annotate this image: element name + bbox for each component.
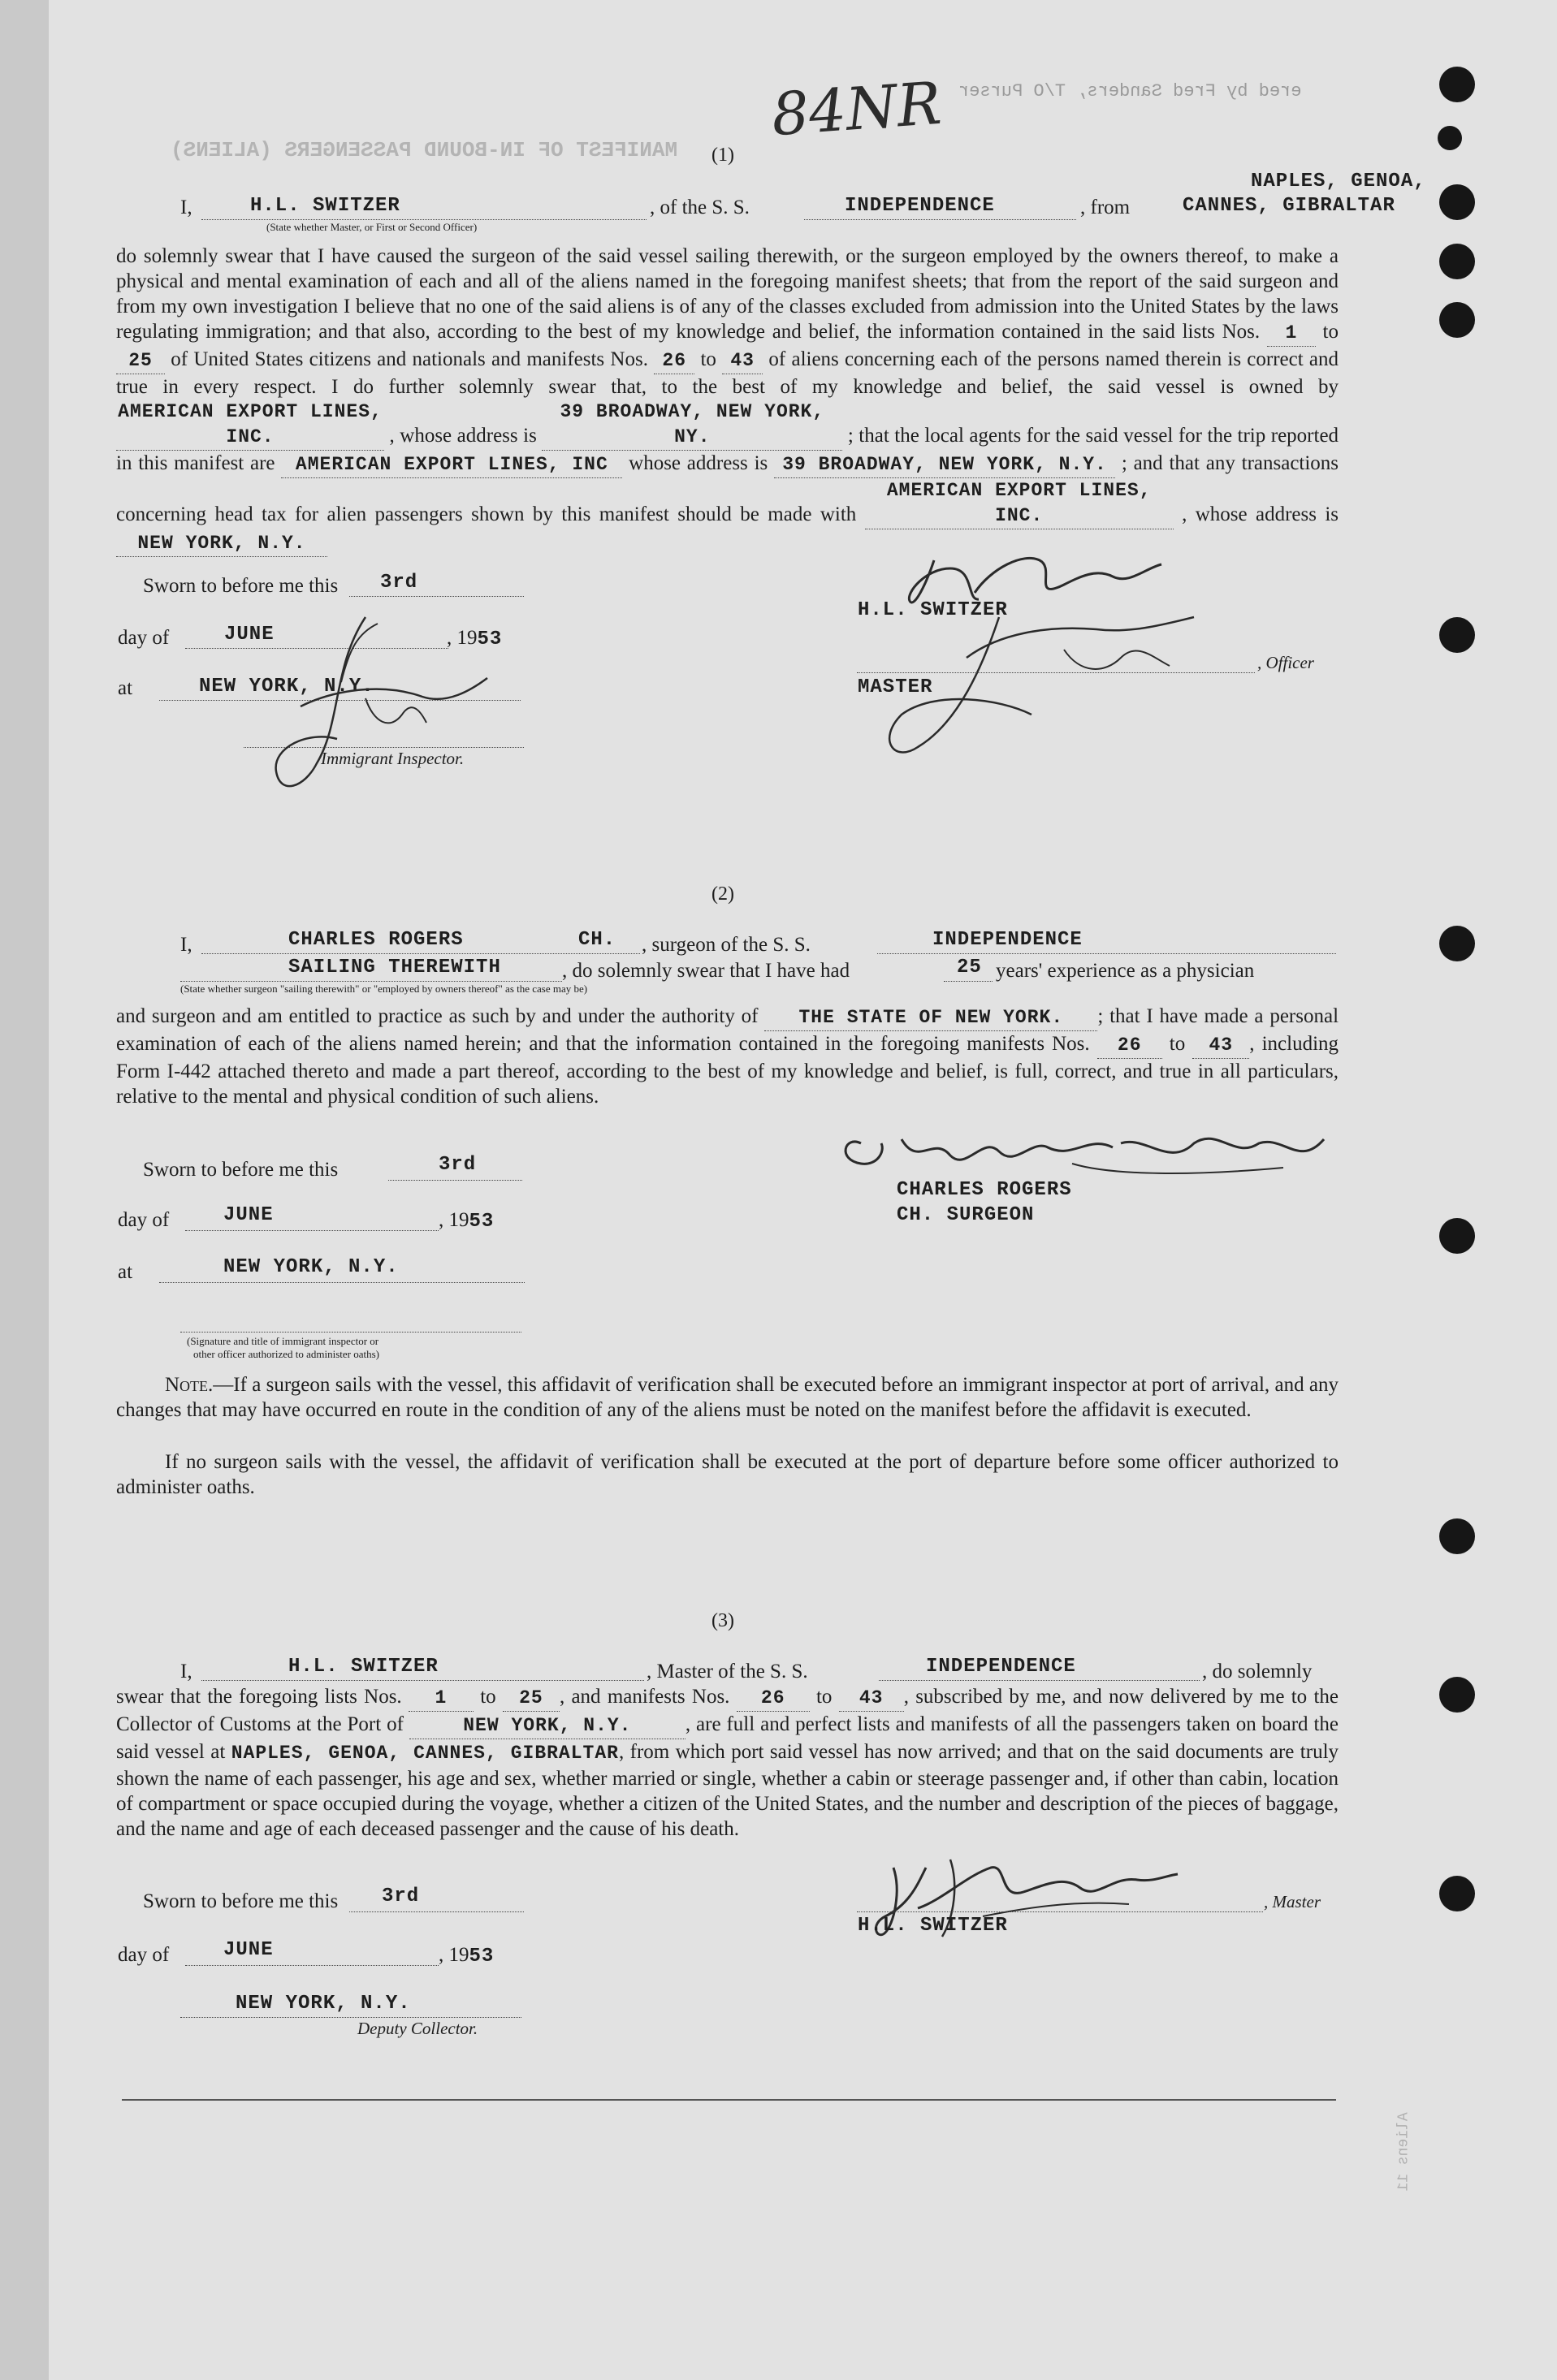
section-3-sworn-month-line <box>185 1965 439 1966</box>
scan-edge <box>0 0 49 2380</box>
lists-to: 25 <box>116 348 165 374</box>
binder-hole <box>1439 1518 1475 1554</box>
section-2-vessel-line <box>877 953 1336 954</box>
section-3-master-of-label: , Master of the S. S. <box>647 1661 808 1682</box>
section-2-day-of-label: day of <box>118 1209 170 1231</box>
section-3-sworn-label: Sworn to before me this <box>143 1890 339 1912</box>
section-1-day-of-label: day of <box>118 627 170 649</box>
owner-address: 39 BROADWAY, NEW YORK, NY. <box>542 400 842 451</box>
bottom-rule <box>122 2099 1336 2101</box>
section-1-i-label: I, <box>180 197 192 218</box>
section-3-ports: NAPLES, GENOA, CANNES, GIBRALTAR <box>231 1743 619 1764</box>
section-2-inspector-caption-2: other officer authorized to administer oaths) <box>193 1348 379 1360</box>
bleed-through-header-left: MANIFEST OF IN-BOUND PASSENGERS (ALIENS) <box>171 138 678 162</box>
section-1-caption: (State whether Master, or First or Second Officer) <box>266 221 478 233</box>
headtax-address: NEW YORK, N.Y. <box>116 531 327 557</box>
section-2-signer-name: CHARLES ROGERS <box>897 1179 1072 1201</box>
section-2-year: , 1953 <box>439 1209 495 1233</box>
section-2-surgeon-prefix: CH. <box>578 929 616 951</box>
section-2-number: (2) <box>711 883 734 905</box>
section-3-paragraph: swear that the foregoing lists Nos. 1 to 25 , and manifests Nos. 26 to 43 , subscribed by me, and now delivered by me to the Collector of Customs at the Port of NEW YORK, N.Y. , are full and perfect lists and manifests of all the passengers taken on board the said vessel at NAPLES, GENOA, CANNES, GIBRALTAR, from which port said vessel has now arrived; and that on the said documents are truly shown the name of each passenger, his age and sex, whether married or single, whether a cabin or steerage passenger and, if other than cabin, location of compartment or space occupied during the voyage, whether a citizen of the United States, and the number and description of the pieces of baggage, and the name and age of each deceased passenger and the cause of his death. <box>116 1686 1339 1840</box>
section-3-swear-label: , do solemnly <box>1202 1661 1313 1682</box>
section-2-sworn-month: JUNE <box>223 1204 274 1226</box>
section-3-sworn-day-line <box>349 1911 524 1912</box>
deputy-collector-caption: Deputy Collector. <box>357 2019 478 2038</box>
section-2-sworn-day-line <box>388 1180 522 1181</box>
section-1-ports-line1: NAPLES, GENOA, <box>1251 171 1426 192</box>
inspector-caption: Immigrant Inspector. <box>321 749 465 768</box>
master-signature-line <box>857 1911 1263 1912</box>
section-2-manifests-to: 43 <box>1192 1033 1249 1059</box>
section-2-years: 25 <box>957 957 982 978</box>
section-3-year: , 1953 <box>439 1944 495 1967</box>
section-1-at-label: at <box>118 677 133 699</box>
agents-address: 39 BROADWAY, NEW YORK, N.Y. <box>774 452 1115 478</box>
binder-hole <box>1439 1876 1475 1911</box>
section-2-vessel: INDEPENDENCE <box>932 929 1083 951</box>
inspector-signature <box>260 601 504 812</box>
section-1-ports-line2: CANNES, GIBRALTAR <box>1183 195 1395 217</box>
section-1-master-name: H.L. SWITZER <box>250 195 400 217</box>
section-3-manifests-from: 26 <box>737 1686 810 1712</box>
section-2-sworn-month-line <box>185 1230 439 1231</box>
section-2-at-label: at <box>118 1261 133 1283</box>
sailing-status-line <box>180 981 562 982</box>
note-paragraph-2: If no surgeon sails with the vessel, the affidavit of verification shall be executed at the port of departure before some officer authorized to administer oaths. <box>116 1451 1339 1498</box>
section-1-number: (1) <box>711 145 734 166</box>
lists-from: 1 <box>1267 321 1316 347</box>
headtax-agent: AMERICAN EXPORT LINES, INC. <box>865 478 1174 529</box>
surgeon-name-line <box>201 953 640 954</box>
section-1-signer-name: H.L. SWITZER <box>858 599 1008 621</box>
section-3-sworn-month: JUNE <box>223 1939 274 1961</box>
section-3-number: (3) <box>711 1610 734 1631</box>
section-3-manifests-to: 43 <box>839 1686 904 1712</box>
binder-hole <box>1439 1677 1475 1713</box>
bleed-through-header-right: ered by Fred Sanders, T/O Purser <box>958 81 1302 102</box>
section-1-vessel-line <box>804 219 1076 220</box>
section-2-inspector-line <box>180 1332 521 1333</box>
section-3-port: NEW YORK, N.Y. <box>409 1713 686 1739</box>
section-1-sworn-day: 3rd <box>380 572 418 594</box>
binder-hole <box>1439 184 1475 220</box>
section-1-signer-title: MASTER <box>858 676 933 698</box>
local-agents: AMERICAN EXPORT LINES, INC <box>281 452 622 478</box>
section-2-sworn-place-line <box>159 1282 525 1283</box>
binder-hole <box>1439 244 1475 279</box>
sworn-day-line <box>349 596 524 597</box>
handwritten-manifest-number: 84NR <box>769 68 944 149</box>
section-1-paragraph: do solemnly swear that I have caused the surgeon of the said vessel sailing therewith, or the surgeon employed by the owners thereof, to make a physical and mental examination of each and all of the aliens named in the foregoing manifest sheets; that from the report of the said surgeon and from my own investigation I believe that no one of the said aliens is of any of the classes excluded from admission into the United States by the laws regulating immigration; and that also, according to the best of my knowledge and belief, the information contained in the said lists Nos. 1 to 25 of United States citizens and nationals and manifests Nos. 26 to 43 of aliens concerning each of the persons named therein is correct and true in every respect. I do further solemnly swear that, to the best of my knowledge and belief, the said vessel is owned by AMERICAN EXPORT LINES, INC. , whose address is 39 BROADWAY, NEW YORK, NY. ; that the local agents for the said vessel for the trip reported in this manifest are AMERICAN EXPORT LINES, INC whose address is 39 BROADWAY, NEW YORK, N.Y. ; and that any transactions concerning head tax for alien passengers shown by this manifest should be made with AMERICAN EXPORT LINES, INC. , whose address is NEW YORK, N.Y. <box>116 244 1339 557</box>
section-2-inspector-caption-1: (Signature and title of immigrant inspector or <box>187 1335 379 1347</box>
section-1-sworn-place: NEW YORK, N.Y. <box>199 676 374 698</box>
officer-signature-line <box>857 672 1255 673</box>
manifests-from: 26 <box>654 348 694 374</box>
section-2-i-label: I, <box>180 934 192 956</box>
section-2-paragraph: and surgeon and am entitled to practice as such by and under the authority of THE STATE OF NEW YORK. ; that I have made a personal examination of each of the aliens named herein; and that the information contained in the foregoing manifests Nos. 26 to 43 , including Form I-442 attached thereto and made a part thereof, according to the best of my knowledge and belief, is full, correct, and true in all particulars, relative to the mental and physical condition of such aliens. <box>116 1005 1339 1108</box>
section-3-sworn-place: NEW YORK, N.Y. <box>236 1993 411 2015</box>
section-2-surgeon-of-label: , surgeon of the S. S. <box>642 934 811 956</box>
binder-hole <box>1439 1218 1475 1254</box>
binder-hole <box>1439 67 1475 102</box>
section-3-lists-from: 1 <box>409 1686 474 1712</box>
section-3-day-of-label: day of <box>118 1944 170 1966</box>
section-3-sworn-place-line <box>180 2017 521 2018</box>
binder-hole <box>1438 126 1462 150</box>
master-label: , Master <box>1264 1892 1321 1911</box>
section-3-master-name: H.L. SWITZER <box>288 1656 439 1678</box>
section-2-sworn-label: Sworn to before me this <box>143 1159 339 1181</box>
section-2-experience-label: years' experience as a physician <box>996 960 1255 982</box>
section-1-sworn-month: JUNE <box>224 624 275 646</box>
section-3-vessel-line <box>879 1680 1200 1681</box>
bleed-through-margin: Aliens 11 <box>1395 2112 1412 2192</box>
section-2-surgeon-name: CHARLES ROGERS <box>288 929 464 951</box>
section-3-name-line <box>201 1680 644 1681</box>
binder-hole <box>1439 302 1475 338</box>
manifests-to: 43 <box>722 348 763 374</box>
officer-label: , Officer <box>1257 653 1314 672</box>
section-2-sworn-place: NEW YORK, N.Y. <box>223 1256 399 1278</box>
section-3-signer-name: H.L. SWITZER <box>858 1915 1008 1937</box>
section-2-manifests-from: 26 <box>1097 1033 1162 1059</box>
section-3-lists-to: 25 <box>503 1686 560 1712</box>
vessel-owner: AMERICAN EXPORT LINES, INC. <box>116 400 384 451</box>
years-line <box>944 981 993 982</box>
section-1-vessel: INDEPENDENCE <box>845 195 995 217</box>
section-3-sworn-day: 3rd <box>382 1885 420 1907</box>
surgeon-signature <box>828 1119 1348 1184</box>
section-3-i-label: I, <box>180 1661 192 1682</box>
section-2-signer-title: CH. SURGEON <box>897 1204 1035 1226</box>
authority: THE STATE OF NEW YORK. <box>764 1005 1097 1031</box>
section-1-of-ss-label: , of the S. S. <box>650 197 750 218</box>
section-1-name-line <box>201 219 647 220</box>
section-2-caption: (State whether surgeon "sailing therewith" or "employed by owners thereof" as the case may be) <box>180 983 588 995</box>
master-signature <box>837 536 1226 780</box>
section-1-year: , 1953 <box>447 627 503 650</box>
section-1-sworn-label: Sworn to before me this <box>143 575 339 597</box>
section-2-sailing-status: SAILING THEREWITH <box>288 957 501 978</box>
binder-hole <box>1439 926 1475 961</box>
note-label: Note. <box>165 1374 214 1396</box>
section-2-swear-label: , do solemnly swear that I have had <box>562 960 850 982</box>
section-1-from-label: , from <box>1080 197 1131 218</box>
binder-hole <box>1439 617 1475 653</box>
section-3-vessel: INDEPENDENCE <box>926 1656 1076 1678</box>
section-2-sworn-day: 3rd <box>439 1154 477 1176</box>
note-paragraph: Note.—If a surgeon sails with the vessel, this affidavit of verification shall be executed before an immigrant inspector at port of arrival, and any changes that may have occurred en route in the condition of any of the aliens must be noted on the manifest before the affidavit is executed. <box>116 1374 1339 1421</box>
